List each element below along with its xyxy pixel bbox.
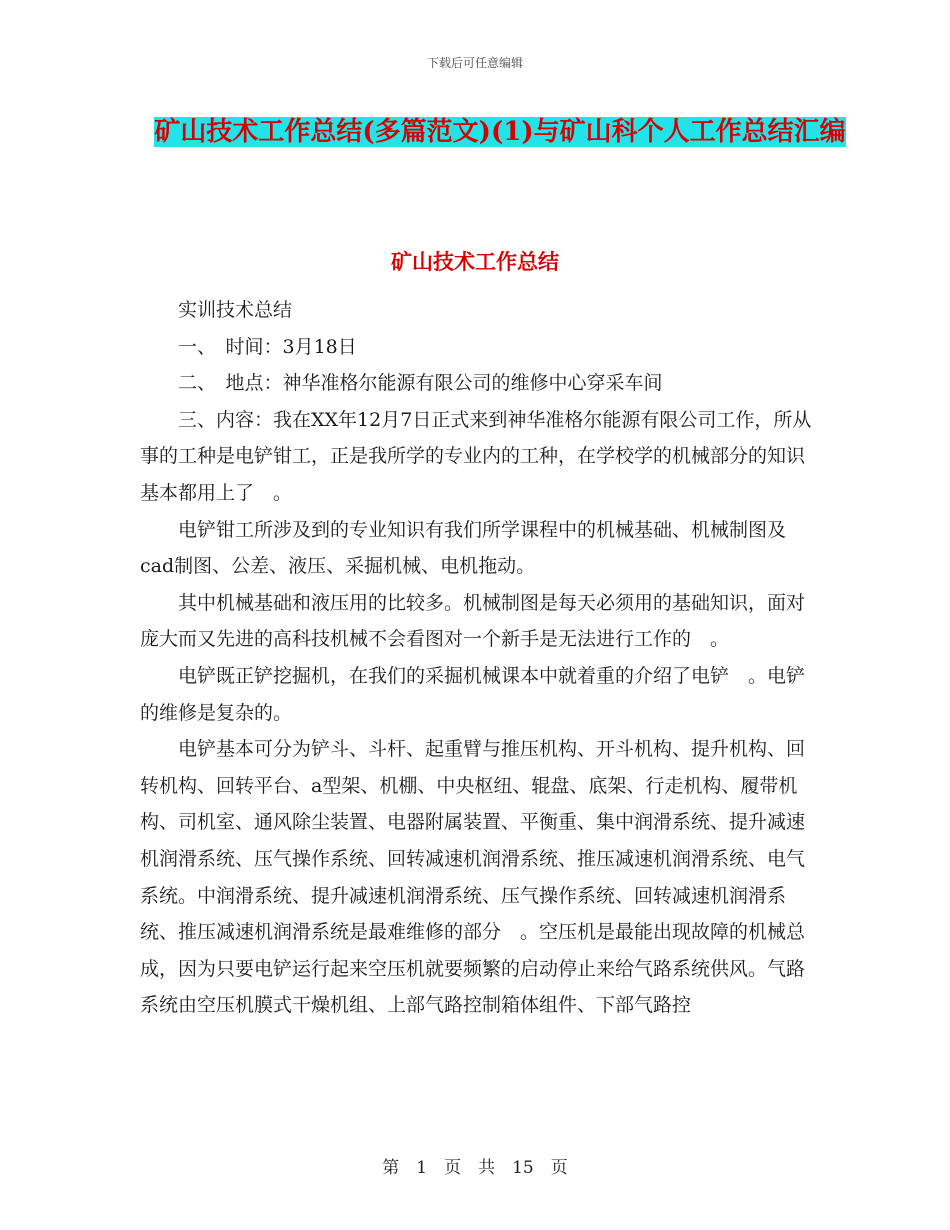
paragraph: 其中机械基础和液压用的比较多。机械制图是每天必须用的基础知识，面对庞大而又先进的高科技机械不会看图对一个新手是无法进行工作的 。 xyxy=(140,591,806,651)
paragraph: 实训技术总结 xyxy=(178,299,293,321)
title-text: 矿山技术工作总结(多篇范文)(1)与矿山科个人工作总结汇编 xyxy=(154,117,846,147)
paragraph: 一、 时间：3月18日 xyxy=(178,335,357,358)
section-title: 矿山技术工作总结 xyxy=(391,249,559,274)
paragraph: 电铲钳工所涉及到的专业知识有我们所学课程中的机械基础、机械制图及cad制图、公差、液压、采掘机械、电机拖动。 xyxy=(140,518,787,578)
header-note: 下载后可任意编辑 xyxy=(426,56,523,70)
paragraph: 电铲基本可分为铲斗、斗杆、起重臂与推压机构、开斗机构、提升机构、回转机构、回转平台、a型架、机棚、中央枢纽、辊盘、底架、行走机构、履带机构、司机室、通风除尘装置、电器附属装置、平衡重、集中润滑系统、提升减速机润滑系统、压气操作系统、回转减速机润滑系统、推压减速机润滑系统、电气系统。中润滑系统、提升减速机润滑系统、压气操作系统、回转减速机润滑系统、推压减速机润滑系统是最难维修的部分 。空压机是最能出现故障的机械总成，因为只要电铲运行起来空压机就要频繁的启动停止来给气路系统供风。气路系统由空压机膜式干燥机组、上部气路控制箱体组件、下部气路控 xyxy=(140,738,806,1017)
page-footer: 第 1 页 共 15 页 xyxy=(382,1158,568,1178)
paragraph: 二、 地点：神华准格尔能源有限公司的维修中心穿采车间 xyxy=(178,372,663,395)
paragraph: 电铲既正铲挖掘机，在我们的采掘机械课本中就着重的介绍了电铲 。电铲的维修是复杂的。 xyxy=(140,664,806,724)
body-text xyxy=(140,292,820,1024)
paragraph: 三、内容：我在XX年12月7日正式来到神华准格尔能源有限公司工作，所从事的工种是电铲钳工，正是我所学的专业内的工种，在学校学的机械部分的知识基本都用上了 。 xyxy=(140,408,812,504)
document-title xyxy=(140,108,860,156)
